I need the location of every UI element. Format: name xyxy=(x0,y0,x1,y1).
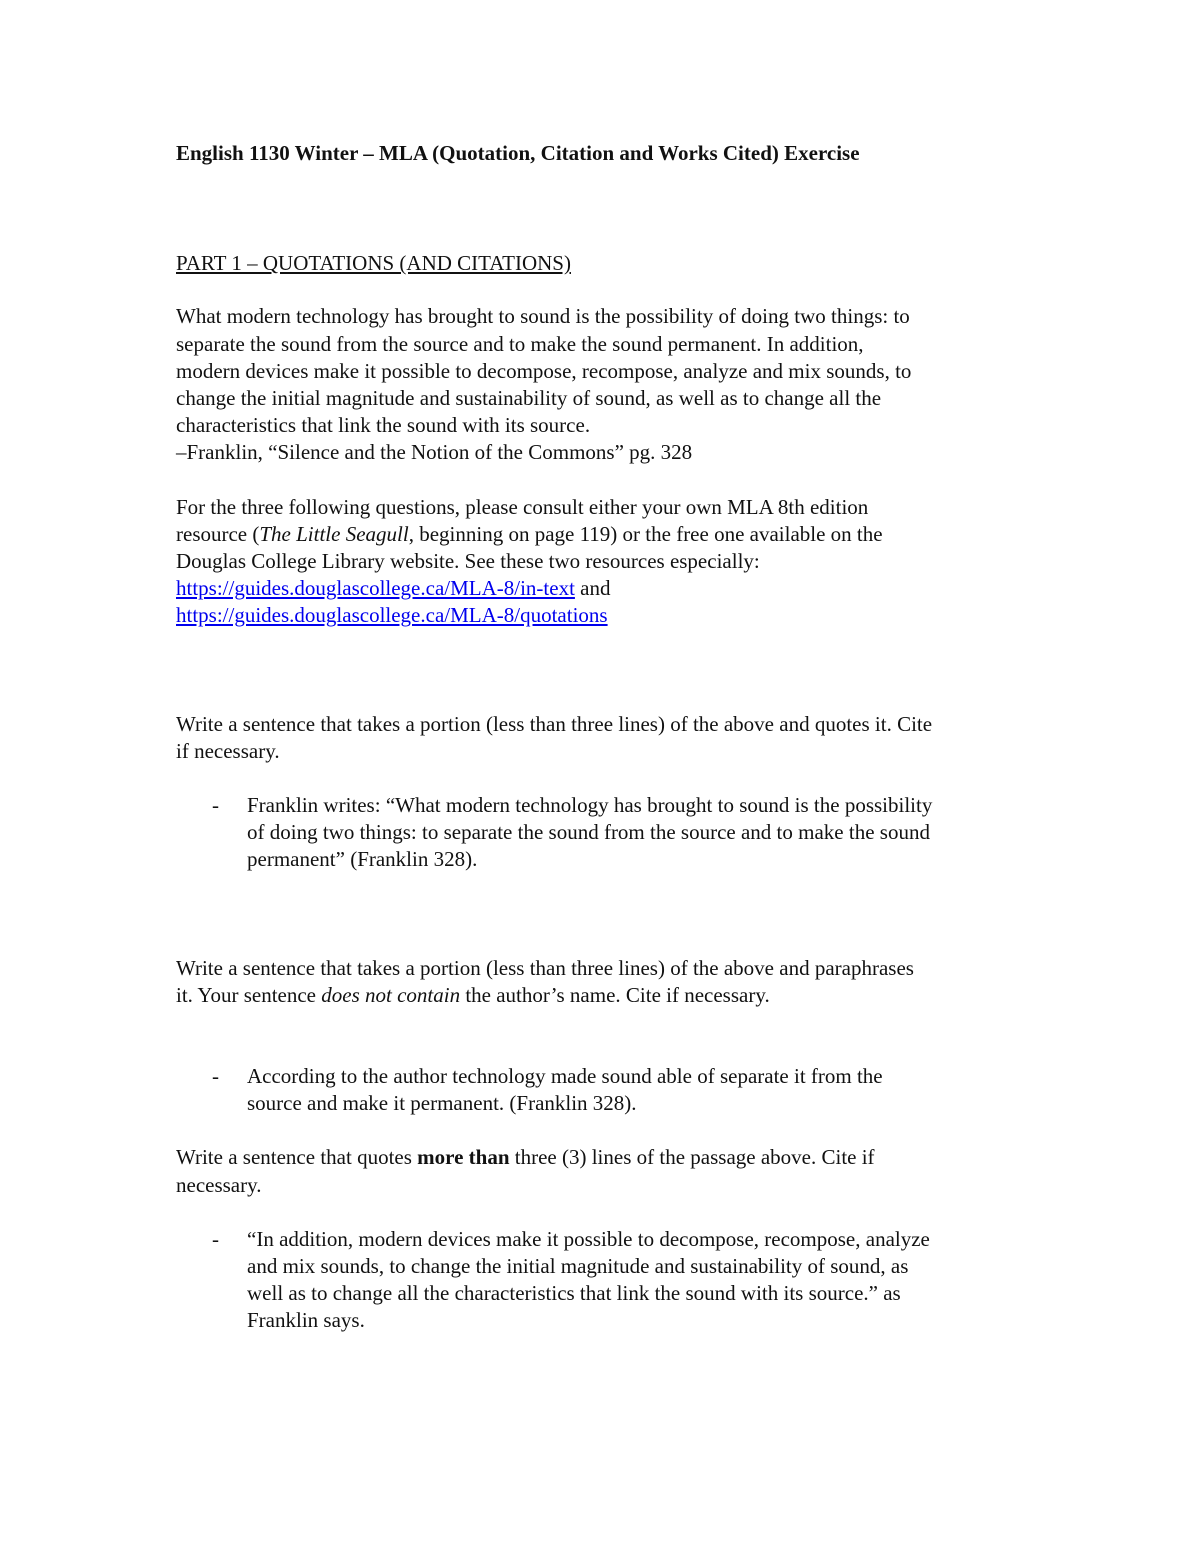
prompt-line: necessary. xyxy=(176,1172,262,1197)
bullet-dash: - xyxy=(212,793,219,818)
passage-line: modern devices make it possible to decompose, recompose, analyze and mix sounds, to xyxy=(176,358,912,383)
resources-paragraph xyxy=(176,494,1036,630)
resources-text: and xyxy=(574,576,611,601)
part-1-heading: PART 1 – QUOTATIONS (AND CITATIONS) xyxy=(176,251,571,276)
question-2-answer xyxy=(176,1063,1037,1117)
prompt-bold: more than xyxy=(417,1145,510,1170)
prompt-text: Write a sentence that quotes xyxy=(176,1145,418,1170)
resources-line: For the three following questions, please consult either your own MLA 8th edition xyxy=(176,494,869,519)
answer-line: source and make it permanent. (Franklin 328). xyxy=(247,1091,637,1116)
prompt-line: Write a sentence that takes a portion (less than three lines) of the above and quotes it. Cite xyxy=(176,711,933,736)
in-text-guide-link[interactable]: https://guides.douglascollege.ca/MLA-8/in-text xyxy=(176,576,575,601)
answer-line: well as to change all the characteristics that link the sound with its source.” as xyxy=(247,1281,901,1306)
prompt-text: three (3) lines of the passage above. Cite if xyxy=(509,1145,875,1170)
prompt-line xyxy=(176,1144,1036,1171)
resources-line xyxy=(176,575,1036,602)
question-1-prompt xyxy=(176,711,1036,765)
answer-line: According to the author technology made sound able of separate it from the xyxy=(247,1064,883,1089)
prompt-line xyxy=(176,982,1036,1009)
prompt-line: Write a sentence that takes a portion (less than three lines) of the above and paraphrases xyxy=(176,955,914,980)
prompt-text: it. Your sentence xyxy=(176,982,322,1007)
prompt-line: if necessary. xyxy=(176,738,280,763)
answer-line: of doing two things: to separate the sound from the source and to make the sound xyxy=(247,820,930,845)
document-page xyxy=(176,140,1036,1335)
document-title: English 1130 Winter – MLA (Quotation, Citation and Works Cited) Exercise xyxy=(176,141,860,165)
passage-attribution: –Franklin, “Silence and the Notion of the Commons” pg. 328 xyxy=(176,440,693,465)
book-title: The Little Seagull xyxy=(259,521,409,546)
question-3-answer xyxy=(176,1226,1037,1335)
answer-line: permanent” (Franklin 328). xyxy=(247,847,478,872)
answer-line: and mix sounds, to change the initial magnitude and sustainability of sound, as xyxy=(247,1254,909,1279)
passage-line: What modern technology has brought to sound is the possibility of doing two things: to xyxy=(176,304,910,329)
question-1-answer xyxy=(176,792,1037,874)
passage-line: characteristics that link the sound with its source. xyxy=(176,413,591,438)
resources-text: resource ( xyxy=(176,521,260,546)
bullet-dash: - xyxy=(212,1226,219,1251)
passage-line: separate the sound from the source and to make the sound permanent. In addition, xyxy=(176,331,864,356)
answer-line: Franklin says. xyxy=(247,1308,365,1333)
resources-line xyxy=(176,602,1036,629)
bullet-dash: - xyxy=(212,1064,219,1089)
answer-line: “In addition, modern devices make it possible to decompose, recompose, analyze xyxy=(247,1226,930,1251)
prompt-text: the author’s name. Cite if necessary. xyxy=(460,982,770,1007)
passage-line: change the initial magnitude and sustainability of sound, as well as to change all the xyxy=(176,386,882,411)
resources-line: Douglas College Library website. See these two resources especially: xyxy=(176,549,760,574)
source-passage xyxy=(176,303,1036,466)
question-2-prompt xyxy=(176,955,1036,1009)
quotations-guide-link[interactable]: https://guides.douglascollege.ca/MLA-8/quotations xyxy=(176,603,608,628)
prompt-emphasis: does not contain xyxy=(321,982,461,1007)
answer-line: Franklin writes: “What modern technology has brought to sound is the possibility xyxy=(247,793,933,818)
resources-line xyxy=(176,521,1036,548)
resources-text: , beginning on page 119) or the free one available on the xyxy=(408,521,883,546)
question-3-prompt xyxy=(176,1144,1036,1198)
